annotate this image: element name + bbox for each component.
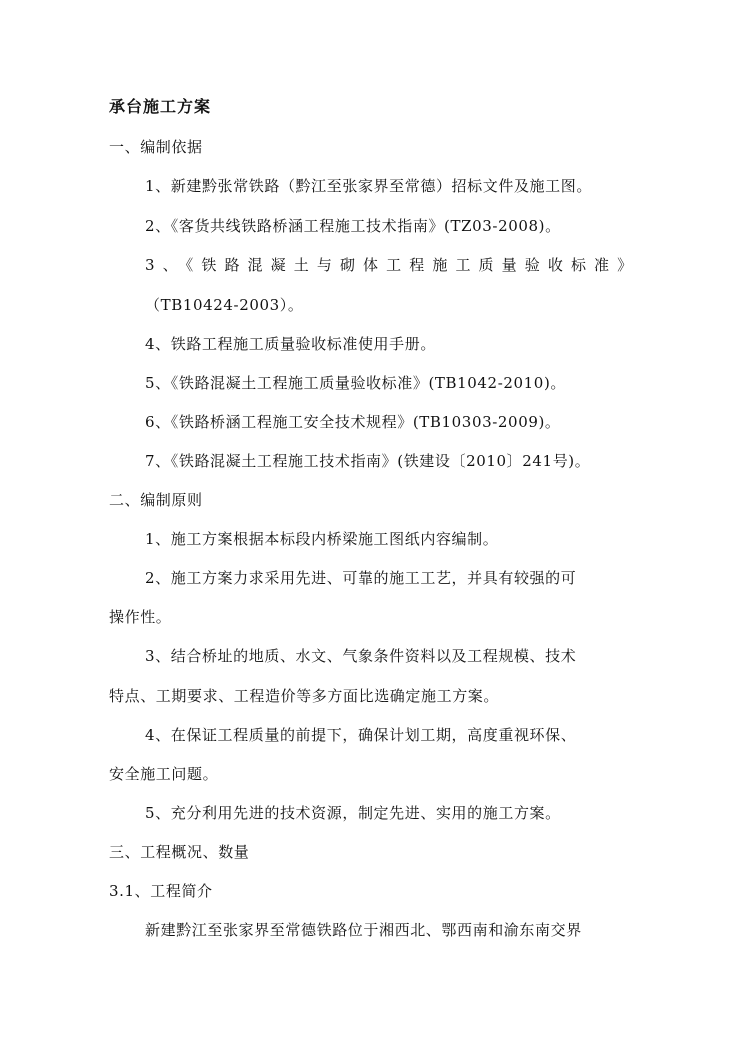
basis-item-4: 4、铁路工程施工质量验收标准使用手册。	[145, 335, 436, 353]
basis-item-7: 7、《铁路混凝土工程施工技术指南》(铁建设〔2010〕241号)。	[145, 452, 591, 470]
basis-item-3-cont: （TB10424-2003）。	[145, 296, 304, 314]
principle-item-3: 3、结合桥址的地质、水文、气象条件资料以及工程规模、技术	[145, 647, 577, 665]
section-heading-basis: 一、编制依据	[109, 138, 203, 156]
intro-paragraph: 新建黔江至张家界至常德铁路位于湘西北、鄂西南和渝东南交界	[145, 921, 582, 939]
principle-item-2-cont: 操作性。	[109, 608, 172, 626]
subsection-heading-intro: 3.1、工程简介	[109, 882, 213, 900]
principle-item-3-cont: 特点、工期要求、工程造价等多方面比选确定施工方案。	[109, 687, 500, 705]
basis-item-3: 3、《铁路混凝土与砌体工程施工质量验收标准》	[145, 256, 641, 274]
basis-item-1: 1、新建黔张常铁路（黔江至张家界至常德）招标文件及施工图。	[145, 177, 592, 195]
section-heading-principles: 二、编制原则	[109, 491, 203, 509]
principle-item-5: 5、充分利用先进的技术资源，制定先进、实用的施工方案。	[145, 804, 561, 822]
principle-item-2: 2、施工方案力求采用先进、可靠的施工工艺，并具有较强的可	[145, 569, 577, 587]
basis-item-5: 5、《铁路混凝土工程施工质量验收标准》(TB1042-2010)。	[145, 374, 566, 392]
principle-item-1: 1、施工方案根据本标段内桥梁施工图纸内容编制。	[145, 530, 499, 548]
basis-item-6: 6、《铁路桥涵工程施工安全技术规程》(TB10303-2009)。	[145, 413, 561, 431]
principle-item-4-cont: 安全施工问题。	[109, 765, 219, 783]
page-title: 承台施工方案	[109, 97, 212, 116]
basis-item-2: 2、《客货共线铁路桥涵工程施工技术指南》(TZ03-2008)。	[145, 217, 561, 235]
principle-item-4: 4、在保证工程质量的前提下，确保计划工期，高度重视环保、	[145, 726, 577, 744]
section-heading-overview: 三、工程概况、数量	[109, 843, 250, 861]
